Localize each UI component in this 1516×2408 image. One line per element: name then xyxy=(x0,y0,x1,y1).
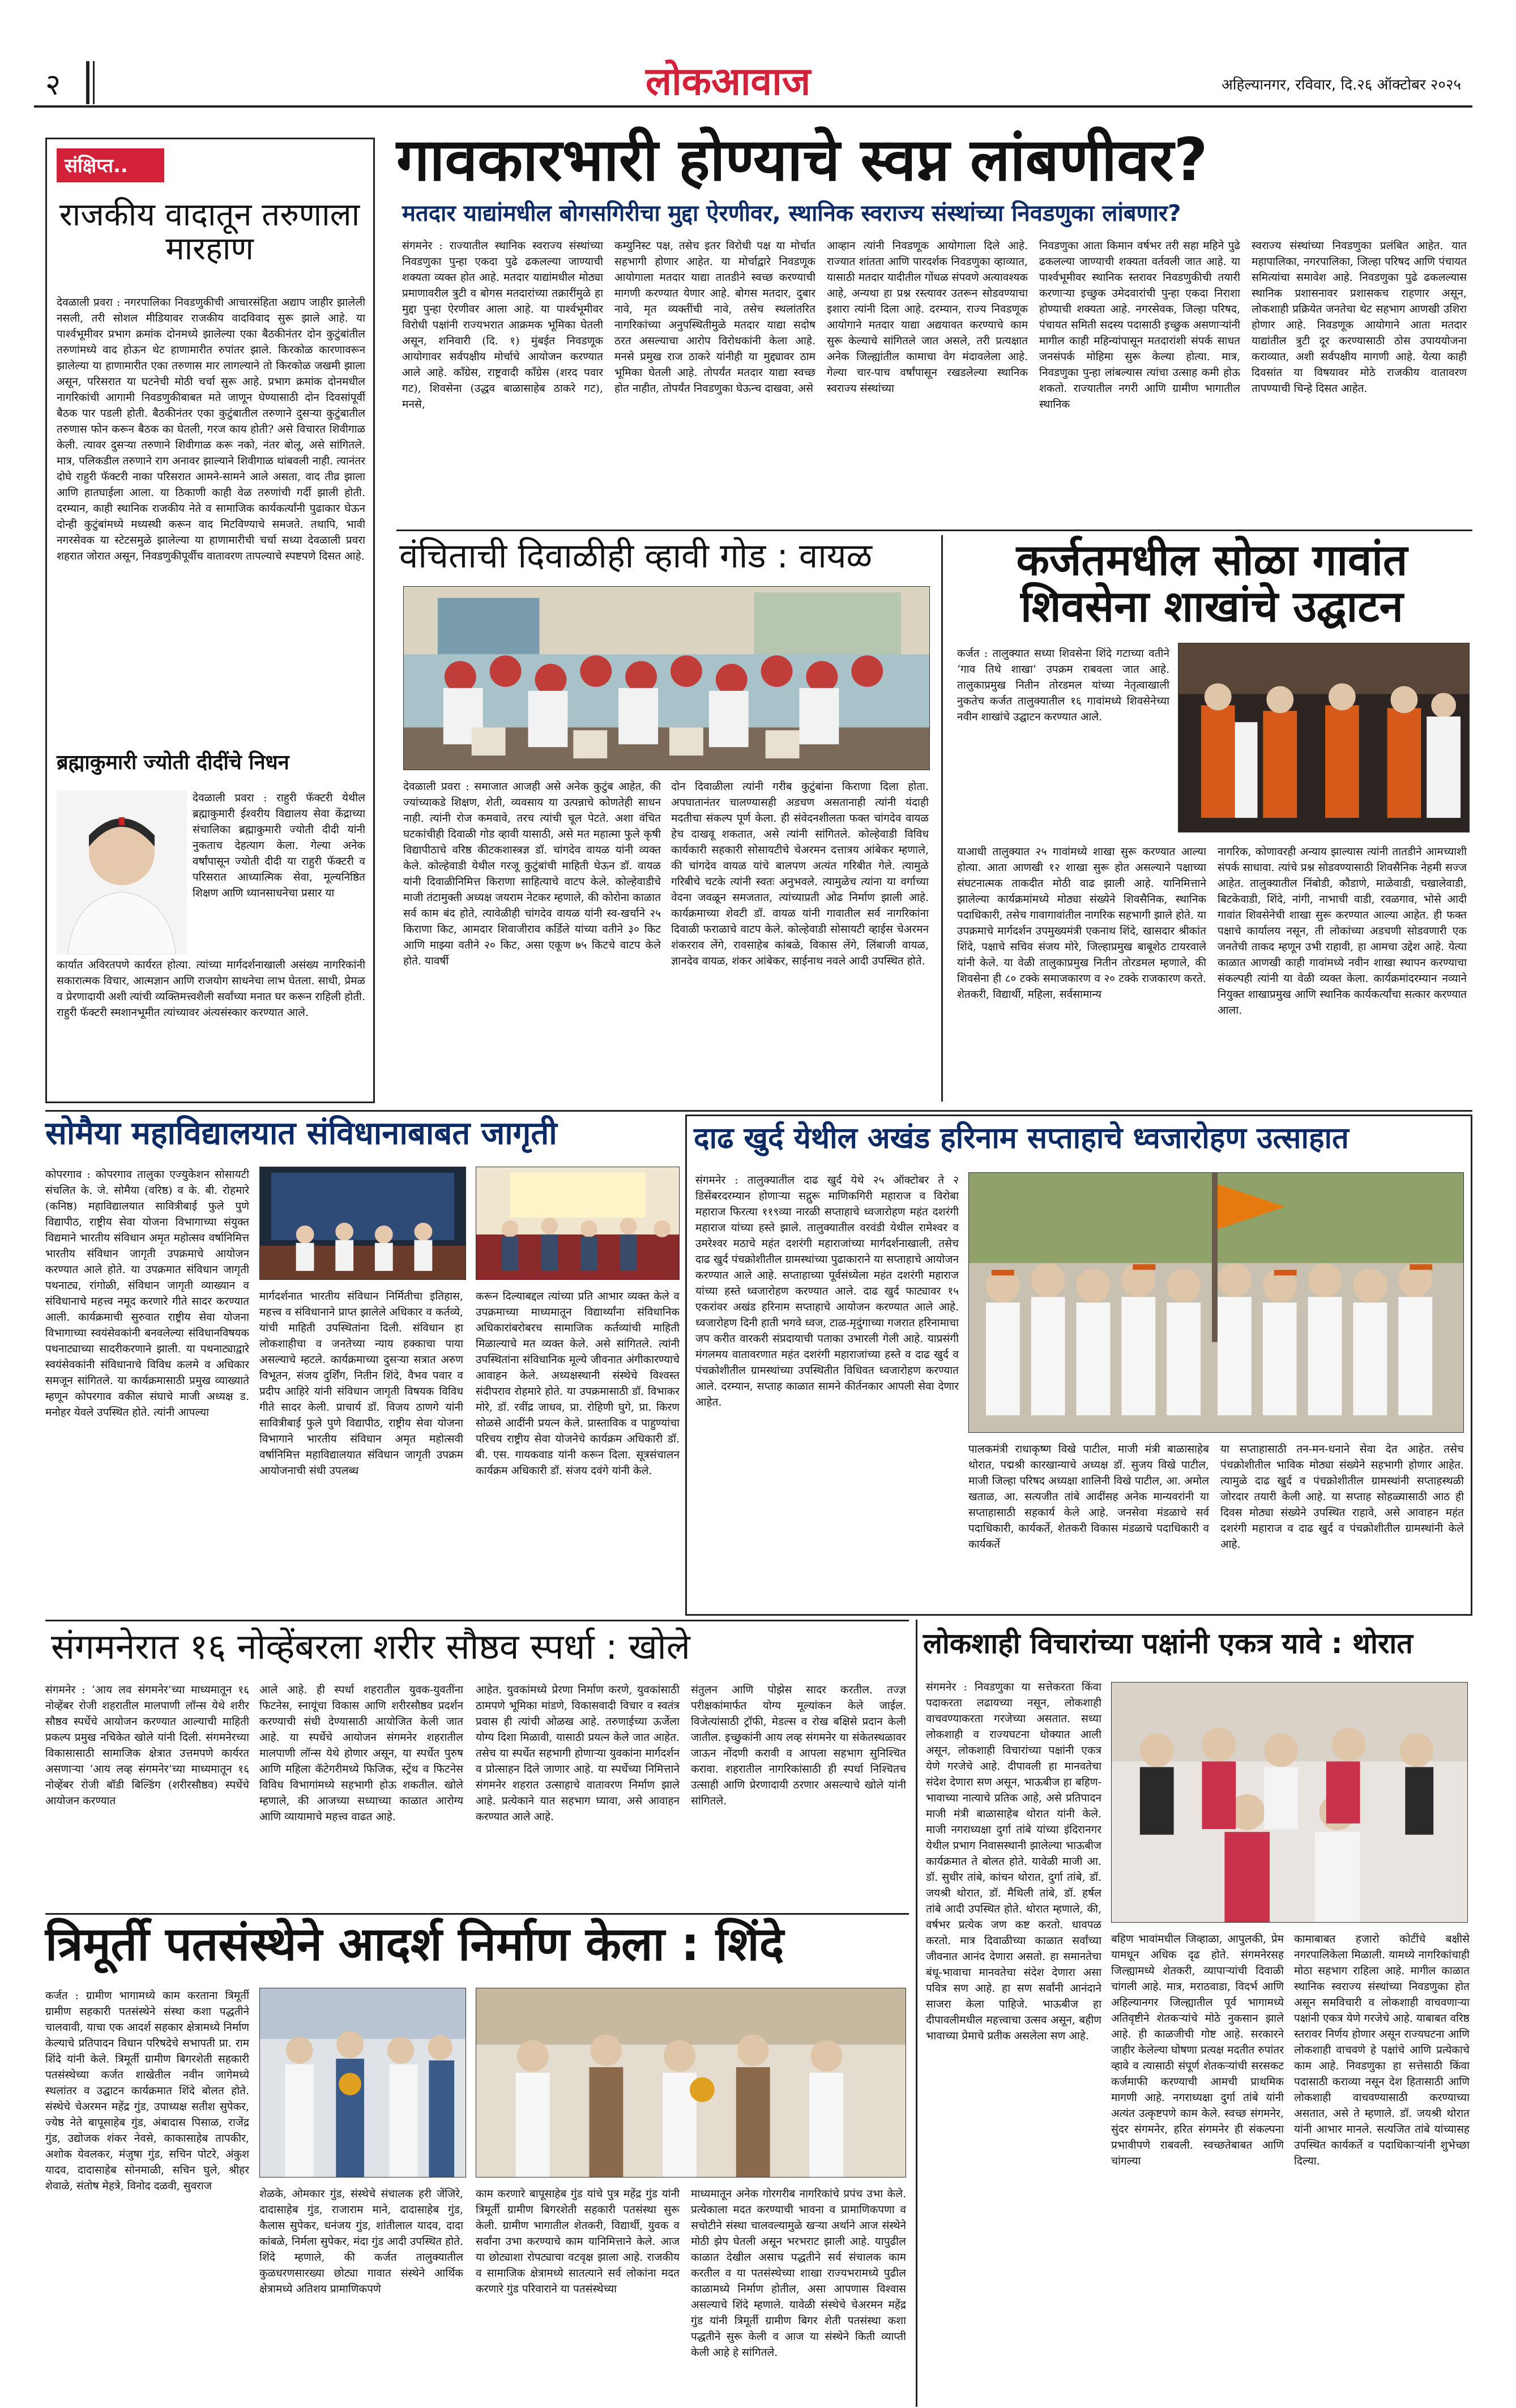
somaiya-col-1: कोपरगाव : कोपरगाव तालुका एज्युकेशन सोसायटी संचलित के. जे. सोमैया (वरिष्ठ) व के. बी. रोहमारे (कनिष्ठ) महाविद्यालयात सावित्रीबाई फुले पुणे विद्यापीठ, राष्ट्रीय सेवा योजना विभागाच्या संयुक्त विद्यमाने भारतीय संविधान अमृत महोत्सव वर्षानिमित्त भारतीय संविधान जागृती उपक्रमाचे आयोजन करण्यात आले होते. या उपक्रमात संविधान जागृती पथनाट्य, रांगोळी, संविधान जागृती व्याख्यान व संविधानाचे महत्त्व नमूद करणारे गीते सादर करण्यात आली. कार्यक्रमाची सुरुवात राष्ट्रीय सेवा योजना विभागाच्या स्वयंसेवकांनी बनवलेल्या संविधानविषयक पथनाट्याच्या सादरीकरणाने झाली. या पथनाट्याद्वारे स्वयंसेवकांनी संविधानाचे विविध कलमे व अधिकार समजून सांगितले. या कार्यक्रमासाठी प्रमुख व्याख्याते म्हणून कोपरगाव वकील संघाचे माजी अध्यक्ष ड. मनोहर येवले उपस्थित होते. त्यांनी आपल्या xyxy=(45,1168,249,1419)
masthead xyxy=(34,57,1472,113)
brief2-lead: देवळाली प्रवरा : राहुरी फॅक्टरी येथील ब्रह्माकुमारी ईश्वरीय विद्यालय सेवा केंद्राच्या संचालिका ब्रह्माकुमारी ज्योती दीदी यांनी नुकताच देहत्याग केला. गेल्या अनेक वर्षांपासून ज्योती दीदी या राहुरी फॅक्टरी व परिसरात आध्यात्मिक सेवा, मूल्यनिष्ठित शिक्षण आणि ध्यानसाधनेचा प्रसार या xyxy=(193,792,365,899)
sharir-col-4: संतुलन आणि पोझेस सादर करतील. तज्ज्ञ परीक्षकांमार्फत योग्य मूल्यांकन केले जाईल. विजेत्यांसाठी ट्रॉफी, मेडल्स व रोख बक्षिसे प्रदान केली जातील. इच्छुकांनी आय लव्ह संगमनेर या संकेतस्थळावर जाऊन नोंदणी करावी व आपला सहभाग सुनिश्चित करावा. शहरातील नागरिकांसाठी ही स्पर्धा निश्चितच उत्साही आणि प्रेरणादायी ठरणार असल्याचे खोले यांनी सांगितले. xyxy=(691,1684,906,1807)
trimurti-felicitation-photo-1 xyxy=(259,1988,466,2178)
lead-col-2: कम्युनिस्ट पक्ष, तसेच इतर विरोधी पक्ष या मोर्चात सहभागी होणार आहेत. या मोर्चाद्वारे निवडणूक आयोगाला मतदार याद्या तातडीने स्वच्छ करण्याची मागणी करण्यात येणार आहे. बोगस मतदार, दुबार नावे, मृत व्यक्तींची नावे, तसेच स्थलांतरित नागरिकांच्या अनुपस्थितीमुळे मतदार याद्या सदोष ठरत असल्याचा आरोप विरोधकांनी केला आहे. मनसे प्रमुख राज ठाकरे यांनीही या मुद्द्यावर ठाम भूमिका घेतली आहे. तोपर्यंत मतदार याद्या स्वच्छ होत नाहीत, तोपर्यंत निवडणुका घेऊन्च दाखवा, असे xyxy=(614,240,815,395)
dadh-headline: दाढ खुर्द येथील अखंड हरिनाम सप्ताहाचे ध्वजारोहण उत्साहात xyxy=(694,1121,1349,1155)
brief2-rest: कार्यात अविरतपणे कार्यरत होत्या. त्यांच्या मार्गदर्शनाखाली असंख्य नागरिकांनी सकारात्मक विचार, आत्मज्ञान आणि राजयोग साधनेचा लाभ घेतला. साधी, प्रेमळ व प्रेरणादायी अशी त्यांची व्यक्तिमत्त्वशैली सर्वांच्या मनात घर करून राहिली होती. राहुरी फॅक्टरी स्मशानभूमीत त्यांच्यावर अंत्यसंस्कार करण्यात आले. xyxy=(57,959,365,1019)
briefs-label: संक्षिप्त.. xyxy=(57,148,164,182)
sharir-col-1: संगमनेर : ‘आय लव संगमनेर’च्या माध्यमातून १६ नोव्हेंबर रोजी शहरातील मालपाणी लॉन्स येथे शरीर सौष्ठव स्पर्धेचे आयोजन करण्यात आल्याची माहिती प्रकल्प प्रमुख नचिकेत खोले यांनी दिली. संगमनेरच्या विकासासाठी सामाजिक क्षेत्रात उत्तमपणे कार्यरत असणाऱ्या ‘आय लव्ह संगमनेर’च्या माध्यमातून १६ नोव्हेंबर रोजी बॉडी बिल्डिंग (शरीरसौष्ठव) स्पर्धेचे आयोजन करण्यात xyxy=(45,1684,249,1807)
lead-headline: गावकारभारी होण्याचे स्वप्न लांबणीवर? xyxy=(396,125,1208,194)
trimurti-headline: त्रिमूर्ती पतसंस्थेने आदर्श निर्माण केला : शिंदे xyxy=(45,1918,784,1971)
dateline: अहिल्यानगर, रविवार, दि.२६ ऑक्टोबर २०२५ xyxy=(1221,76,1461,93)
page-number: २ xyxy=(45,68,61,102)
thorat-col-1: बहिण भावांमधील जिव्हाळा, आपुलकी, प्रेम यामधून अधिक दृढ होते. संगमनेरसह जिल्ह्यामध्ये शेतकरी, व्यापाऱ्यांची दिवाळी चांगली आहे. मात्र, मराठवाडा, विदर्भ आणि अहिल्यानगर जिल्ह्यातील पूर्व भागामध्ये अतिवृष्टीने शेतकऱ्यांचे मोठे नुकसान झाले आहे. ही काळजीची गोष्ट आहे. सरकारने जाहीर केलेल्या घोषणा प्रत्यक्ष मदतीत रुपांतर व्हावे व त्यासाठी संपूर्ण शेतकऱ्यांची सरसकट कर्जमाफी करण्याची आमची प्राथमिक मागणी आहे. नगराध्यक्षा दुर्गा तांबे यांनी अत्यंत उत्कृष्टपणे काम केले. स्वच्छ संगमनेर, सुंदर संगमनेर, हरित संगमनेर ही संकल्पना प्रभावीपणे राबवली. स्वच्छतेबाबत आणि चांगल्या xyxy=(1111,1933,1284,2167)
brief1-body: देवळाली प्रवरा : नगरपालिका निवडणुकीची आचारसंहिता अद्याप जाहीर झालेली नसली, तरी सोशल मीडियावर राजकीय वादविवाद सुरू झाले आहे. या पार्श्वभूमीवर प्रभाग क्रमांक दोनमध्ये झालेल्या एका बैठकीनंतर दोन कुटुंबांतील तरुणांमध्ये वाद होऊन थेट हाणामारीत रुपांतर झाले. किरकोळ कारणावरून झालेल्या या हाणामारीत एका तरुणास मार लागल्याने तो किरकोळ जखमी झाला असून, परिसरात या घटनेची मोठी चर्चा सुरू आहे. प्रभाग क्रमांक दोनमधील नागरिकांची आगामी निवडणुकीबाबत मते जाणून घेण्यासाठी दोन दिवसांपूर्वी बैठक पार पडली होती. बैठकीनंतर एका कुटुंबातील तरुणाने दुसऱ्या कुटुंबातील तरुणास फोन करून बैठक का घेतली, गरज काय होती? असे विचारत शिवीगाळ केली. त्यावर दुसऱ्या तरुणाने शिवीगाळ करू नको, नंतर बोलू, असे सांगितले. मात्र, पलिकडील तरुणाने राग अनावर झाल्याने शिवीगाळ थांबवली नाही. त्यानंतर दोघे राहुरी फॅक्टरी नाका परिसरात आमने-सामने आले असता, वाद तीव्र झाला आणि हातघाईला आला. या ठिकाणी काही वेळ तरुणांची गर्दी झाली होती. दरम्यान, काही स्थानिक राजकीय नेते व सामाजिक कार्यकर्त्यांनी पुढाकार घेऊन दोन्ही कुटुंबांमध्ये मध्यस्थी करून वाद मिटविण्याचे समजते. तथापि, भावी नगरसेवक या स्टेटसमुळे झालेल्या या हाणामारीची चर्चा सध्या देवळाली प्रवरा शहरात जोरात असून, निवडणुकीपूर्वीच वातावरण तापल्याचे स्पष्टपणे दिसत आहे. xyxy=(57,296,365,562)
karjat-event-photo xyxy=(1178,643,1470,832)
somaiya-headline: सोमैया महाविद्यालयात संविधानाबाबत जागृती xyxy=(45,1115,557,1152)
dadh-intro: संगमनेर : तालुक्यातील दाढ खुर्द येथे २५ ऑक्टोबर ते २ डिसेंबरदरम्यान होणाऱ्या सद्गुरू माणिकगिरी महाराज व विरोबा महाराज फिरत्या ११९व्या नारळी सप्ताहाचे ध्वजारोहण महंत दशरंगी महाराज यांच्या हस्ते झाले. तालुक्यातील वरवंडी येथील रामेश्वर व उमरेश्वर मठाचे महंत दशरंगी महाराजांच्या मार्गदर्शनाखाली, तसेच दाढ खुर्द पंचक्रोशीतील ग्रामस्थांच्या पुढाकाराने या सप्ताहाचे आयोजन करण्यात आले आहे. सप्ताहाच्या पूर्वसंध्येला महंत दशरंगी महाराज यांच्या हस्ते ध्वजारोहण करण्यात आले. दाढ खुर्द फाट्यावर १५ एकरांवर अखंड हरिनाम सप्ताहाचे आयोजन करण्यात आले आहे. ध्वजारोहण दिनी हाती भगवे ध्वज, टाळ-मृदुंगाच्या गजरात हरिनामाचा जप करीत वारकरी संप्रदायाची पताका उभारली गेली आहे. याप्रसंगी मंगलमय वातावरणात महंत दशरंगी महाराजांच्या हस्ते व दाढ खुर्द व पंचक्रोशीतील ग्रामस्थांच्या उपस्थितीत विधिवत ध्वजारोहण करण्यात आले. दरम्यान, सप्ताह काळात सामने कीर्तनकार आपली सेवा देणार आहेत. xyxy=(695,1174,959,1408)
somaiya-col-2: मार्गदर्शनात भारतीय संविधान निर्मितीचा इतिहास, महत्त्व व संविधानाने प्राप्त झालेले अधिकार व कर्तव्ये, यांची माहिती उपस्थितांना दिली. संविधान हा लोकशाहीचा व जनतेच्या न्याय हक्काचा पाया असल्याचे म्हटले. कार्यक्रमाच्या दुसऱ्या सत्रात अरुण विभूतन, संजय दुर्शिंग, नितीन शिंदे, वैभव पवार व प्रदीप आहिरे यांनी संविधान जागृती विषयक विविध गीते सादर केली. प्राचार्य डॉ. विजय ठाणगे यांनी सावित्रीबाई फुले पुणे विद्यापीठ, राष्ट्रीय सेवा योजना विभागाने भारतीय संविधान अमृत महोत्सवी वर्षानिमित्त महाविद्यालयात संविधान जागृती उपक्रम आयोजनाची संधी उपलब्ध xyxy=(259,1290,463,1477)
lead-col-4: निवडणुका आता किमान वर्षभर तरी सहा महिने पुढे ढकलल्या जाण्याची शक्यता वर्तवली जात आहे. या पार्श्वभूमीवर स्थानिक स्तरावर निवडणुकीची तयारी करणाऱ्या इच्छुक उमेदवारांची पुन्हा एकदा निराशा होण्याची शक्यता आहे. नगरसेवक, जिल्हा परिषद, पंचायत समिती सदस्य पदासाठी इच्छुक असणाऱ्यांनी मागील काही महिन्यांपासून मतदारांशी संपर्क साधत जनसंपर्क मोहिमा सुरू केल्या होत्या. मात्र, निवडणुका पुन्हा लांबल्यास त्यांचा उत्साह कमी होऊ शकतो. राज्यातील नगरी आणि ग्रामीण भागातील स्थानिक xyxy=(1039,240,1240,411)
vayal-col-2: दोन दिवाळीला त्यांनी गरीब कुटुंबांना किराणा दिला होता. अपघातानंतर चालण्यासही अडचण असतानाही त्यांनी यंदाही मदतीचा संकल्प पूर्ण केला. ही संवेदनशीलता फक्त चांगदेव वायळ हेच दाखवू शकतात, असे त्यांनी सांगितले. कोल्हेवाडी विविध कार्यकारी सहकारी सोसायटीचे चेअरमन दत्तात्रय आंबेकर म्हणाले, की चांगदेव वायळ यांचे बालपण अत्यंत गरिबीत गेले. त्यामुळे गरिबीचे चटके त्यांनी स्वतः अनुभवले. त्यामुळेच त्यांना या वर्गाच्या वेदना जवळून समजतात, त्यांच्याप्रती ओढ निर्माण झाली आहे. कार्यक्रमाच्या शेवटी डॉ. वायळ यांनी गावातील सर्व नागरिकांना दिवाळी फराळाचे वाटप केले. कोल्हेवाडी सोसायटी व्हाईस चेअरमन शंकरराव लेंगे, रावसाहेब कांबळे, विकास लेंगे, लिंबाजी वायळ, ज्ञानदेव वायळ, शंकर आंबेकर, साईनाथ नवले आदी उपस्थित होते. xyxy=(671,780,929,967)
karjat-col-1: याआधी तालुक्यात २५ गावांमध्ये शाखा सुरू करण्यात आल्या होत्या. आता आणखी १२ शाखा सुरू होत असल्याने पक्षाच्या संघटनात्मक ताकदीत मोठी वाढ झाली आहे. यानिमित्ताने झालेल्या कार्यक्रमांमध्ये मोठ्या संख्येने शिवसैनिक, स्थानिक पदाधिकारी, तसेच गावागावांतील नागरिक सहभागी झाले होते. या उपक्रमाचे मार्गदर्शन उपमुख्यमंत्री एकनाथ शिंदे, खासदार श्रीकांत शिंदे, पक्षाचे सचिव संजय मोरे, जिल्हाप्रमुख बाबूशेठ टायरवाले यांनी केले. या वेळी तालुकाप्रमुख नितीन तोरडमल म्हणाले, की शिवसेना ही ८० टक्के समाजकारण व २० टक्के राजकारण करते. शेतकरी, विद्यार्थी, महिला, सर्वसामान्य xyxy=(957,846,1206,1001)
dadh-flag-photo xyxy=(968,1172,1464,1433)
karjat-intro: कर्जत : तालुक्यात सध्या शिवसेना शिंदे गटाच्या वतीने ‘गाव तिथे शाखा’ उपक्रम राबवला जात आहे. तालुकाप्रमुख नितीन तोरडमल यांच्या नेतृत्वाखाली नुकतेच कर्जत तालुक्यातील १६ गावांमध्ये शिवसेनेच्या नवीन शाखांचे उद्घाटन करण्यात आले. xyxy=(957,647,1169,723)
trimurti-col-1: कर्जत : ग्रामीण भागामध्ये काम करताना त्रिमूर्ती ग्रामीण सहकारी पतसंस्थेने संस्था कशा पद्धतीने चालवावी, याचा एक आदर्श सहकार क्षेत्रामध्ये निर्माण केल्याचे प्रतिपादन विधान परिषदेचे सभापती प्रा. राम शिंदे यांनी केले. त्रिमूर्ती ग्रामीण बिगरशेती सहकारी पतसंस्थेच्या कर्जत शाखेतील नवीन जागेमध्ये स्थलांतर व उद्घाटन कार्यक्रमात शिंदे बोलत होते. संस्थेचे चेअरमन महेंद्र गुंड, उपाध्यक्ष सतीश सुपेकर, ज्येष्ठ नेते बापूसाहेब गुंड, अंबादास पिसाळ, राजेंद्र गुंड, उद्योजक शंकर नेवसे, काकासाहेब तापकीर, अशोक येवलकर, मंजुषा गुंड, सचिन पोटरे, अंकुश यादव, दादासाहेब सोनमाळी, सचिन घुले, श्रीहर शेवाळे, संतोष मेहत्रे, विनोद दळवी, सुवराज xyxy=(45,1989,249,2192)
trimurti-col-3: काम करणारे बापूसाहेब गुंड यांचे पुत्र महेंद्र गुंड यांनी त्रिमूर्ती ग्रामीण बिगरशेती सहकारी पतसंस्था सुरू केली. ग्रामीण भागातील शेतकरी, विद्यार्थी, युवक व सर्वांना उभा करण्याचे काम यानिमित्ताने केले. आज या छोट्याशा रोपट्याचा वटवृक्ष झाला आहे. राजकीय व सामाजिक क्षेत्रामध्ये सातत्याने सर्व लोकांना मदत करणारे गुंड परिवाराने या पतसंस्थेच्या xyxy=(476,2188,680,2295)
trimurti-col-2: शेळके, ओमकार गुंड, संस्थेचे संचालक हरी जेंजिरे, दादासाहेब गुंड, राजाराम माने, दादासाहेब गुंड, कैलास सुपेकर, धनंजय गुंड, शांतीलाल यादव, दादा कांबळे, निर्मला सुपेकर, मंदा गुंड आदी उपस्थित होते. शिंदे म्हणाले, की कर्जत तालुक्यातील कुळधरणसारख्या छोट्या गावात संस्थेने आर्थिक क्षेत्रामध्ये अतिशय प्रामाणिकपणे xyxy=(259,2188,463,2295)
brief2-title: ब्रह्माकुमारी ज्योती दीदींचे निधन xyxy=(57,751,289,774)
trimurti-col-4: माध्यमातून अनेक गोरगरीब नागरिकांचे प्रपंच उभा केले. प्रत्येकाला मदत करण्याची भावना व प्रामाणिकपणा व सचोटीने संस्था चालवल्यामुळे खऱ्या अर्थाने आज संस्थेने मोठी झेप घेतली असून भरभराट झाली आहे. यापुढील काळात देखील असाच पद्धतीने सर्व संचालक काम करतील व या पतसंस्थेच्या शाखा राज्यभरामध्ये पुढील काळामध्ये निर्माण होतील, असा आपणास विश्वास असल्याचे शिंदे म्हणाले. यावेळी संस्थेचे चेअरमन महेंद्र गुंड यांनी त्रिमूर्ती ग्रामीण बिगर शेती पतसंस्था कशा पद्धतीने सुरू केली व आज या संस्थेने किती व्याप्ती केली आहे हे सांगितले. xyxy=(691,2188,906,2359)
lead-col-3: आव्हान त्यांनी निवडणूक आयोगाला दिले आहे. राज्यात शांतता आणि पारदर्शक निवडणुका व्हाव्यात, यासाठी मतदार यादीतील गोंधळ संपवणे अत्यावश्यक आहे, अन्यथा हा प्रश्न रस्त्यावर उतरून सोडवण्याचा इशारा त्यांनी दिला आहे. दरम्यान, राज्य निवडणूक आयोगाने मतदार याद्या अद्ययावत करण्याचे काम सुरू केल्याचे सांगितले जात असले, तरी प्रत्यक्षात अनेक जिल्ह्यांतील कामाचा वेग मंदावलेला आहे. गेल्या चार-पाच वर्षांपासून रखडलेल्या स्थानिक स्वराज्य संस्थांच्या xyxy=(827,240,1028,395)
somaiya-audience-photo xyxy=(476,1167,680,1280)
karjat-headline-text: कर्जतमधील सोळा गावांत शिवसेना शाखांचे उद्घाटन xyxy=(1016,535,1408,632)
dadh-col-2: या सप्ताहासाठी तन-मन-धनाने सेवा देत आहेत. तसेच पंचक्रोशीतील भाविक मोठ्या संख्येने सहभागी होणार आहेत. त्यामुळे दाढ खुर्द व पंचक्रोशीतील ग्रामस्थांनी सप्ताहस्थळी जोरदार तयारी केली आहे. या सप्ताह सोहळ्यासाठी आठ ही दिवस मोठ्या संख्येने उपस्थित राहावे, असे आवाहन महंत दशरंगी महाराज व दाढ खुर्द व पंचक्रोशीतील ग्रामस्थांनी केले आहे. xyxy=(1220,1443,1464,1551)
karjat-col-2: नागरिक, कोणावरही अन्याय झाल्यास त्यांनी तातडीने आमच्याशी संपर्क साधावा. त्यांचे प्रश्न सोडवण्यासाठी शिवसैनिक नेहमी सज्ज आहेत. तालुक्यातील निंबोडी, कौडाणे, माळेवाडी, चखालेवाडी, बिटकेवाडी, शिंदे, नांगी, नाभाची वाडी, रवळगाव, भोसे आदी गावांत शिवसेनेची शाखा सुरू करण्यात आल्या आहेत. ही फक्त पक्षाचे कार्यालय नसून, ती लोकांच्या अडचणी सोडवणारी एक जनतेची ताकद म्हणून उभी राहावी, हा आमचा उद्देश आहे. येत्या काळात आणखी काही गावांमध्ये नवीन शाखा स्थापन करण्याचा संकल्पही त्यांनी या वेळी व्यक्त केला. कार्यक्रमांदरम्यान नव्याने नियुक्त शाखाप्रमुख आणि स्थानिक कार्यकर्त्यांचा सत्कार करण्यात आला. xyxy=(1218,846,1467,1017)
thorat-col-2: कामाबाबत हजारो कोटींचे बक्षीसे नगरपालिकेला मिळाली. यामध्ये नागरिकांचाही मोठा सहभाग राहिला आहे. मागील काळात स्थानिक स्वराज्य संस्थांच्या निवडणुका होत असून समविचारी व लोकशाही वाचवणाऱ्या पक्षांनी एकत्र येणे गरजेचे आहे. याबाबत वरिष्ठ स्तरावर निर्णय होणार असून राज्यघटना आणि लोकशाही वाचवणे हे पक्षांचे आणि प्रत्येकाचे काम आहे. निवडणुका हा सत्तेसाठी किंवा पदासाठी कराव्या नसून देश हितासाठी आणि लोकशाही वाचवण्यासाठी करण्याच्या असतात, असे ते म्हणाले. डॉ. जयश्री थोरात यांनी आभार मानले. सत्यजित तांबे यांच्यासह उपस्थित कार्यकर्ते व पदाधिकाऱ्यांनी शुभेच्छा दिल्या. xyxy=(1294,1933,1470,2167)
thorat-bhaubeej-photo xyxy=(1111,1682,1468,1923)
thorat-intro: संगमनेर : निवडणुका या सत्तेकरता किंवा पदाकरता लढायच्या नसून, लोकशाही वाचवण्याकरता गरजेच्या असतात. सध्या लोकशाही व राज्यघटना धोक्यात आली असून, लोकशाही विचारांच्या पक्षांनी एकत्र येणे गरजेचे आहे. दीपावली हा मानवतेचा संदेश देणारा सण असून, भाऊबीज हा बहिण-भावाच्या नात्याचे प्रतिक आहे, असे प्रतिपादन माजी मंत्री बाळासाहेब थोरात यांनी केले. माजी नगराध्यक्षा दुर्गा तांबे यांच्या इंदिरानगर येथील प्रभाग निवासस्थानी झालेल्या भाऊबीज कार्यक्रमात ते बोलत होते. यावेळी माजी आ. डॉ. सुधीर तांबे, कांचन थोरात, दुर्गा तांबे, डॉ. जयश्री थोरात, डॉ. मैथिली तांबे, डॉ. हर्षल तांबे आदी उपस्थित होते. थोरात म्हणाले, की, वर्षभर प्रत्येक जण कष्ट करतो. धावपळ करतो. मात्र दिवाळीच्या काळात सर्वांच्या जीवनात आनंद देणारा असतो. हा समानतेचा बंधू-भावाचा मानवतेचा संदेश देणारा असा पवित्र सण आहे. हा सण सर्वांनी आनंदाने साजरा केला पाहिजे. भाऊबीज हा दीपावलीमधील महत्त्वाचा उत्सव असून, बहीण भावाच्या प्रेमाचे प्रतीक असलेला सण आहे. xyxy=(926,1681,1101,2042)
somaiya-stage-photo xyxy=(259,1167,466,1280)
thorat-headline: लोकशाही विचारांच्या पक्षांनी एकत्र यावे : थोरात xyxy=(923,1627,1413,1660)
brief1-title: राजकीय वादातून तरुणाला मारहाण xyxy=(59,197,360,268)
sharir-col-3: आहेत. युवकांमध्ये प्रेरणा निर्माण करणे, युवकांसाठी ठामपणे भूमिका मांडणे, विकासवादी विचार व स्वतंत्र प्रवास ही त्यांची ओळख आहे. तरुणाईच्या ऊर्जेला योग्य दिशा मिळावी, यासाठी प्रयत्न केले जात आहेत. तसेच या स्पर्धेत सहभागी होणाऱ्या युवकांना मार्गदर्शन व प्रोत्साहन दिले जाणार आहे. या स्पर्धेच्या निमित्ताने संगमनेर शहरात उत्साहाचे वातावरण निर्माण झाले आहे. प्रत्येकाने यात सहभाग घ्यावा, असे आवाहन करण्यात आले आहे. xyxy=(476,1684,680,1823)
newspaper-logo: लोकआवाज xyxy=(646,59,811,104)
vayal-col-1: देवळाली प्रवरा : समाजात आजही असे अनेक कुटुंब आहेत, की ज्यांच्याकडे शिक्षण, शेती, व्यवसाय या उत्पन्नाचे कोणतेही साधन नाही. त्यांनी रोज कमवावे, तरच त्यांची चूल पेटते. अशा वंचित घटकांचीही दिवाळी गोड व्हावी यासाठी, असे मत महात्मा फुले कृषी विद्यापीठाचे वरिष्ठ कीटकशास्त्रज्ञ डॉ. चांगदेव वायळ यांनी व्यक्त केले. कोल्हेवाडी येथील गरजू कुटुंबांची माहिती घेऊन डॉ. वायळ यांनी दिवाळीनिमित्त किराणा साहित्याचे वाटप केले. कोल्हेवाडीचे माजी तंटामुक्ती अध्यक्ष जयराम नेटकर म्हणाले, की कोरोना काळात सर्व काम बंद होते, त्यावेळीही चांगदेव वायळ यांनी स्व-खर्चाने २५ किराणा किट, आमदार शिवाजीराव कर्डिले यांच्या वतीने ३० किट आणि माझ्या वतीने २० किट, असा एकूण ७५ किटचे वाटप केले होते. यावर्षी xyxy=(403,780,661,967)
lead-col-1: संगमनेर : राज्यातील स्थानिक स्वराज्य संस्थांच्या निवडणुका पुन्हा एकदा पुढे ढकलल्या जाण्याची शक्यता व्यक्त होत आहे. मतदार याद्यांमधील मोठ्या प्रमाणावरील त्रुटी व बोगस मतदारांच्या तक्रारींमुळे हा मुद्दा पुन्हा ऐरणीवर आला आहे. या पार्श्वभूमीवर विरोधी पक्षांनी राज्यभरात आक्रमक भूमिका घेतली असून, शनिवारी (दि. १) मुंबईत निवडणूक आयोगावर सर्वपक्षीय मोर्चाचे आयोजन करण्यात आले आहे. काँग्रेस, राष्ट्रवादी काँग्रेस (शरद पवार गट), शिवसेना (उद्धव बाळासाहेब ठाकरे गट), मनसे, xyxy=(402,240,603,411)
lead-subheadline: मतदार याद्यांमधील बोगसगिरीचा मुद्दा ऐरणीवर, स्थानिक स्वराज्य संस्थांच्या निवडणुका लांबणार? xyxy=(402,200,1181,227)
karjat-headline xyxy=(951,537,1472,630)
somaiya-col-3: करून दिल्याबद्दल त्यांच्या प्रति आभार व्यक्त केले व उपक्रमाच्या माध्यमातून विद्यार्थ्यांना संविधानिक अधिकारांबरोबरच सामाजिक कर्तव्यांची माहिती मिळाल्याचे मत व्यक्त केले. असे सांगितले. त्यांनी उपस्थितांना संविधानिक मूल्ये जीवनात अंगीकारण्याचे आवाहन केले. अध्यक्षस्थानी संस्थेचे विश्वस्त संदीपराव रोहमारे होते. या उपक्रमासाठी डॉ. विभाकर मोरे, डॉ. रवींद्र जाधव, प्रा. रोहिणी घुगे, प्रा. किरण सोळसे आदींनी प्रयत्न केले. प्रास्ताविक व पाहुण्यांचा परिचय राष्ट्रीय सेवा योजनेचे कार्यक्रम अधिकारी डॉ. बी. एस. गायकवाड यांनी करून दिला. सूत्रसंचालन कार्यक्रम अधिकारी डॉ. संजय दवंगे यांनी केले. xyxy=(476,1290,680,1477)
lead-col-5: स्वराज्य संस्थांच्या निवडणुका प्रलंबित आहेत. यात महापालिका, नगरपालिका, जिल्हा परिषद आणि पंचायत समित्यांचा समावेश आहे. निवडणुका पुढे ढकलल्यास स्थानिक प्रशासनावर प्रशासकच राहणार असून, लोकशाही प्रक्रियेत जनतेचा थेट सहभाग आणखी उशिरा होणार आहे. निवडणूक आयोगाने आता मतदार याद्यांतील त्रुटी दूर करण्यासाठी ठोस उपाययोजना कराव्यात, अशी सर्वपक्षीय मागणी आहे. येत्या काही दिवसांत या विषयावर मोठे राजकीय वातावरण तापण्याची चिन्हे दिसत आहेत. xyxy=(1252,240,1467,395)
dadh-col-1: पालकमंत्री राधाकृष्ण विखे पाटील, माजी मंत्री बाळासाहेब थोरात, पद्मश्री कारखान्याचे अध्यक्ष डॉ. सुजय विखे पाटील, माजी जिल्हा परिषद अध्यक्षा शालिनी विखे पाटील, आ. अमोल खताळ, आ. सत्यजीत तांबे आदींसह अनेक मान्यवरांनी या सप्ताहासाठी सहकार्य केले आहे. जनसेवा मंडळाचे सर्व पदाधिकारी, कार्यकर्ते, शेतकरी विकास मंडळाचे पदाधिकारी व कार्यकर्ते xyxy=(968,1443,1209,1551)
vayal-group-photo xyxy=(403,586,930,770)
sharir-col-2: आले आहे. ही स्पर्धा शहरातील युवक-युवतींना फिटनेस, स्नायूंचा विकास आणि शरीरसौष्ठव प्रदर्शन करण्याची संधी देण्यासाठी आयोजित केली जात आहे. या स्पर्धेचे आयोजन संगमनेर शहरातील मालपाणी लॉन्स येथे होणार असून, या स्पर्धेत पुरुष आणि महिला कॅटेगरीमध्ये फिजिक, स्ट्रेंथ व फिटनेस विविध विभागांमध्ये सहभागी होऊ शकतील. खोले म्हणाले, की आजच्या सध्याच्या काळात आरोग्य आणि व्यायामाचे महत्त्व वाढत आहे. xyxy=(259,1684,463,1823)
vayal-headline: वंचिताची दिवाळीही व्हावी गोड : वायळ xyxy=(399,536,873,576)
sharir-headline: संगमनेरात १६ नोव्हेंबरला शरीर सौष्ठव स्पर्धा : खोले xyxy=(51,1626,690,1667)
